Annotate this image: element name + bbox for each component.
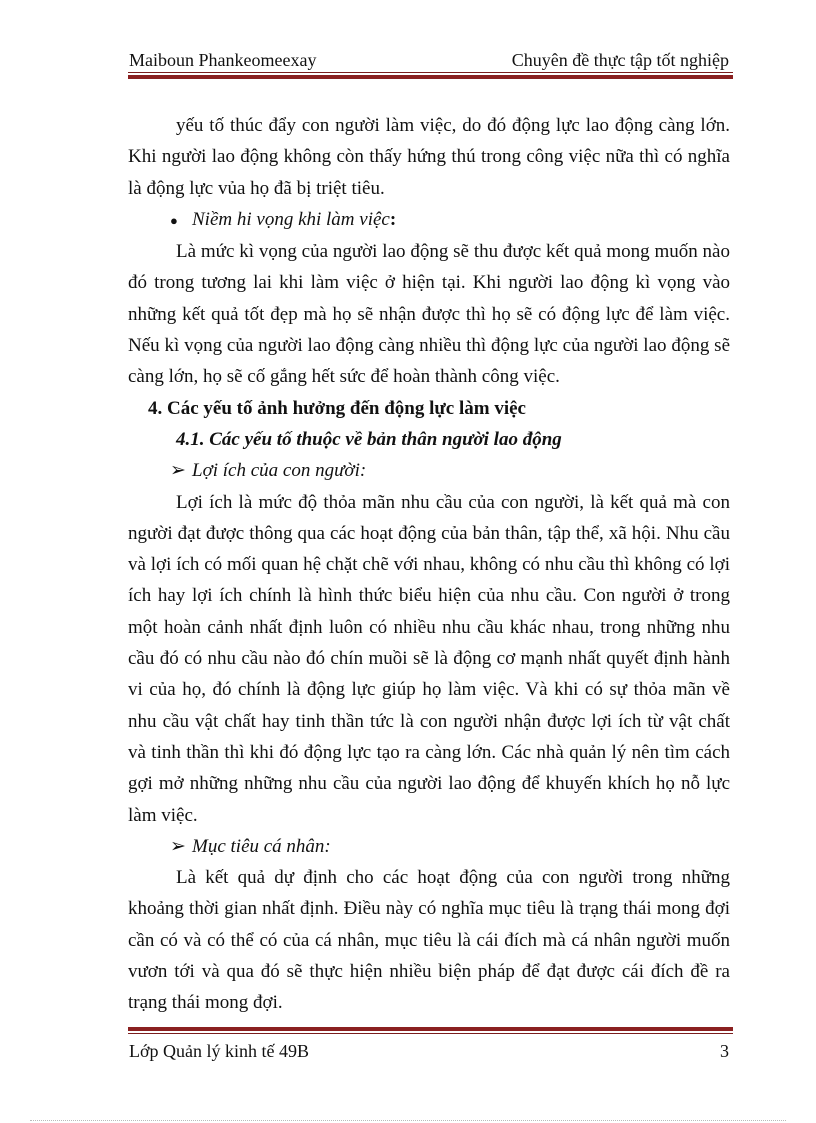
subsection-human-benefit [128, 455, 730, 486]
paragraph-goal: Là kết quả dự định cho các hoạt động của con người trong những khoảng thời gian nhất định. Điều này có nghĩa mục tiêu là trạng thái mong đợi cần có và có thể có của cá nhân, mục tiêu là cái đích mà cá nhân người muốn vươn tới và qua đó sẽ thực hiện nhiều biện pháp để đạt được cái đích đề ra trạng thái mong đợi. [128, 867, 730, 1014]
document-body [128, 110, 730, 1019]
header-title: Chuyên đề thực tập tốt nghiệp [511, 50, 729, 70]
footer-rule-thick [128, 1027, 733, 1031]
arrow-bullet-icon: ➢ [170, 835, 186, 857]
subsection-personal-goal [128, 831, 730, 862]
subsection-label: Lợi ích của con người: [192, 460, 367, 482]
paragraph-motivation: yếu tố thúc đẩy con người làm việc, do đó động lực lao động càng lớn. Khi người lao động không còn thấy hứng thú trong công việc nữa thì có nghĩa là động lực vủa họ đã bị triệt tiêu. [128, 115, 730, 199]
section-heading-4-1: 4.1. Các yếu tố thuộc về bản thân người lao động [176, 428, 562, 450]
header-rule-thick [128, 75, 733, 79]
section-heading-4: 4. Các yếu tố ảnh hưởng đến động lực làm việc [148, 397, 526, 419]
header-rule-thin [128, 72, 733, 73]
header-author: Maiboun Phankeomeexay [129, 50, 317, 70]
bullet-hope-at-work [128, 204, 730, 236]
paragraph-expectation: Là mức kì vọng của người lao động sẽ thu được kết quả mong muốn nào đó trong tương lai khi làm việc ở hiện tại. Khi người lao động kì vọng vào những kết quả tốt đẹp mà họ sẽ nhận được thì họ sẽ có động lực để làm việc. Nếu kì vọng của người lao động càng nhiều thì động lực của người lao động sẽ càng lớn, họ sẽ cố gắng hết sức để hoàn thành công việc. [128, 241, 730, 388]
paragraph-benefit: Lợi ích là mức độ thỏa mãn nhu cầu của con người, là kết quả mà con người đạt được thông qua các hoạt động của bản thân, tập thể, xã hội. Nhu cầu và lợi ích có mối quan hệ chặt chẽ với nhau, không có nhu cầu thì không có lợi ích hay lợi ích chính là hình thức biểu hiện của nhu cầu. Con người ở trong một hoàn cảnh nhất định luôn có nhiều nhu cầu khác nhau, trong những nhu cầu đó có nhu cầu nào đó chín muồi sẽ là động cơ mạnh nhất quyết định hành vi của họ, đó chính là động lực giúp họ làm việc. Và khi có sự thỏa mãn về nhu cầu vật chất hay tinh thần tức là con người nhận được lợi ích từ vật chất và tinh thần thì khi đó động lực tạo ra càng lớn. Các nhà quản lý nên tìm cách gợi mở những những nhu cầu của người lao động để khuyến khích họ nỗ lực làm việc. [128, 491, 730, 826]
footer-class-name: Lớp Quản lý kinh tế 49B [129, 1041, 309, 1061]
arrow-bullet-icon: ➢ [170, 460, 186, 482]
footer-rule-thin [128, 1033, 733, 1034]
bullet-colon: : [389, 208, 397, 230]
bullet-label: Niềm hi vọng khi làm việc [192, 208, 390, 230]
page-number: 3 [720, 1041, 729, 1061]
subsection-label: Mục tiêu cá nhân: [192, 835, 331, 857]
bullet-dot-icon: ● [170, 212, 178, 228]
page-bottom-dotted-line [30, 1120, 786, 1121]
